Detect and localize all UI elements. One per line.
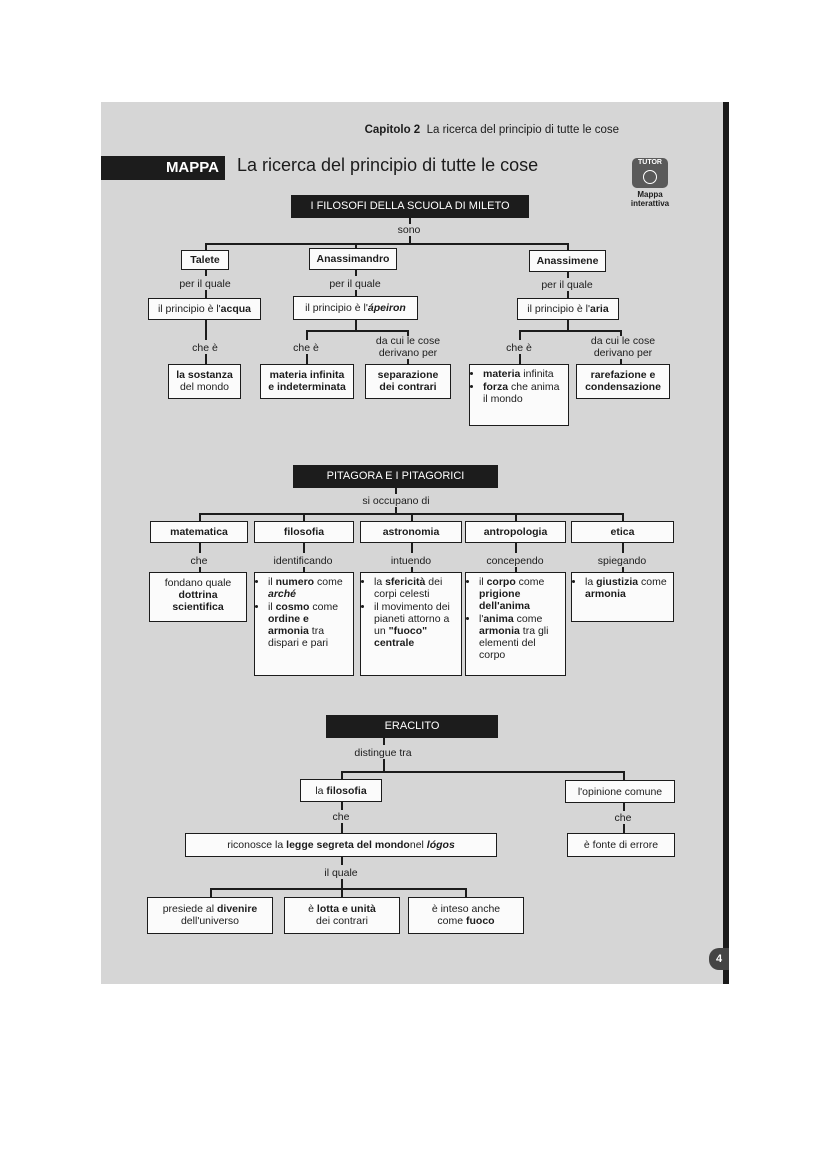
anassimandro-principle-text: il principio è l' bbox=[305, 302, 368, 314]
etica-link: spiegando bbox=[597, 555, 647, 567]
connector bbox=[519, 330, 521, 340]
anassimene-result-a-item: • forza che anima il mondo bbox=[483, 381, 564, 405]
anassimandro-principle-box bbox=[293, 296, 418, 320]
map-title: La ricerca del principio di tutte le cose bbox=[237, 155, 539, 175]
astronomia-result-item: • la sfericità dei corpi celesti bbox=[374, 576, 457, 600]
connector bbox=[411, 543, 413, 553]
astronomia-result-box bbox=[360, 572, 462, 676]
eraclito-filosofia-box bbox=[300, 779, 382, 802]
etica-result-box bbox=[571, 572, 674, 622]
connector bbox=[306, 330, 408, 332]
talete-result-bold: la sostanza bbox=[176, 369, 233, 381]
anassimene-link1: per il quale bbox=[541, 279, 593, 291]
book-page bbox=[101, 102, 729, 984]
talete-box: Talete bbox=[181, 250, 229, 270]
anassimandro-result-b-l1: separazione bbox=[377, 369, 439, 381]
talete-principle-text: il principio è l' bbox=[157, 303, 221, 315]
riconosce-bold: legge segreta del mondo bbox=[286, 839, 410, 851]
page-edge-bar bbox=[723, 102, 729, 984]
riconosce-pre: riconosce la bbox=[227, 839, 284, 851]
running-header bbox=[365, 124, 619, 136]
page-number: 4 bbox=[709, 948, 729, 970]
eraclito-result-1: presiede al divenire dell'universo bbox=[147, 897, 273, 934]
chapter-title: La ricerca del principio di tutte le cose bbox=[426, 124, 619, 136]
etica-result-item: • la giustizia come armonia bbox=[585, 576, 669, 600]
astronomia-link: intuendo bbox=[390, 555, 432, 567]
anassimandro-principle-word: ápeiron bbox=[367, 302, 406, 314]
cd-icon bbox=[643, 170, 657, 184]
eraclito-result-3: è inteso anche come fuoco bbox=[408, 897, 524, 934]
anassimandro-box: Anassimandro bbox=[309, 248, 397, 270]
matematica-link: che bbox=[190, 555, 208, 567]
anassimandro-link2b-l2: derivano per bbox=[378, 347, 438, 359]
connector bbox=[205, 243, 568, 245]
eraclito-filosofia-pre: la bbox=[315, 784, 324, 797]
anassimene-link2b-l1: da cui le cose bbox=[590, 335, 656, 347]
mileto-link: sono bbox=[397, 224, 421, 236]
talete-result-rest: del mondo bbox=[179, 381, 230, 393]
eraclito-che2: che bbox=[614, 812, 632, 824]
connector bbox=[519, 330, 621, 332]
mileto-title: I FILOSOFI DELLA SCUOLA DI MILETO bbox=[291, 195, 529, 218]
connector bbox=[306, 330, 308, 340]
anassimene-principle-box bbox=[517, 298, 619, 320]
anassimene-box: Anassimene bbox=[529, 250, 606, 272]
antropologia-result-item: • il corpo come prigione dell'anima bbox=[479, 576, 561, 612]
anassimandro-link2a: che è bbox=[293, 342, 319, 354]
connector bbox=[567, 320, 569, 330]
matematica-result-l1: fondano quale bbox=[164, 577, 232, 589]
antropologia-link: concependo bbox=[486, 555, 544, 567]
connector bbox=[210, 888, 466, 890]
talete-principle-word: acqua bbox=[220, 303, 252, 315]
anassimandro-link1: per il quale bbox=[329, 278, 381, 290]
filosofia-box: filosofia bbox=[254, 521, 354, 543]
eraclito-filosofia-bold: filosofia bbox=[326, 784, 367, 797]
anassimandro-result-b-box bbox=[365, 364, 451, 399]
anassimandro-result-a-l2: e indeterminata bbox=[268, 381, 346, 393]
tutor-badge: TUTOR bbox=[638, 159, 662, 166]
eraclito-result-2: è lotta e unità dei contrari bbox=[284, 897, 400, 934]
opinione-box: l'opinione comune bbox=[565, 780, 675, 803]
etica-box: etica bbox=[571, 521, 674, 543]
filosofia-link: identificando bbox=[273, 555, 333, 567]
connector bbox=[622, 543, 624, 553]
eraclito-title: ERACLITO bbox=[326, 715, 498, 738]
riconosce-box bbox=[185, 833, 497, 857]
pitagora-title: PITAGORA E I PITAGORICI bbox=[293, 465, 498, 488]
matematica-result-box bbox=[149, 572, 247, 622]
anassimandro-result-a-l1: materia infinita bbox=[269, 369, 345, 381]
talete-link1: per il quale bbox=[179, 278, 231, 290]
antropologia-result-box bbox=[465, 572, 566, 676]
filosofia-result-item: • il cosmo come ordine e armonia tra dispari e pari bbox=[268, 601, 349, 649]
astronomia-box: astronomia bbox=[360, 521, 462, 543]
connector bbox=[409, 236, 411, 243]
connector bbox=[383, 738, 385, 745]
filosofia-result-item: • il numero come arché bbox=[268, 576, 349, 600]
anassimene-result-a-item: • materia infinita bbox=[483, 368, 564, 380]
pitagora-link: si occupano di bbox=[362, 495, 430, 507]
antropologia-box: antropologia bbox=[465, 521, 566, 543]
anassimene-link2b-l2: derivano per bbox=[593, 347, 653, 359]
connector bbox=[515, 543, 517, 553]
connector bbox=[355, 320, 357, 330]
matematica-result-l2: dottrina bbox=[178, 589, 218, 601]
talete-principle-box bbox=[148, 298, 261, 320]
anassimene-result-b-l1: rarefazione e bbox=[590, 369, 656, 381]
connector bbox=[383, 759, 385, 771]
anassimene-principle-word: aria bbox=[590, 303, 609, 315]
connector bbox=[341, 879, 343, 888]
chapter-label: Capitolo 2 bbox=[364, 124, 421, 136]
riconosce-mid: nel bbox=[409, 839, 424, 851]
connector bbox=[355, 270, 357, 276]
talete-result-box bbox=[168, 364, 241, 399]
antropologia-result-item: • l'anima come armonia tra gli elementi del corpo bbox=[479, 613, 561, 661]
connector bbox=[341, 771, 624, 773]
connector bbox=[341, 802, 343, 810]
filosofia-result-box bbox=[254, 572, 354, 676]
errore-box: è fonte di errore bbox=[567, 833, 675, 857]
anassimene-result-b-box bbox=[576, 364, 670, 399]
anassimandro-result-a-box bbox=[260, 364, 354, 399]
anassimene-result-a-box bbox=[469, 364, 569, 426]
connector bbox=[303, 543, 305, 553]
riconosce-logos: lógos bbox=[426, 839, 455, 851]
eraclito-quale: il quale bbox=[324, 867, 358, 879]
astronomia-result-item: • il movimento dei pianeti attorno a un "fuoco" centrale bbox=[374, 601, 457, 649]
tutor-label: Mappa interattiva bbox=[630, 190, 670, 208]
connector bbox=[623, 803, 625, 811]
anassimene-principle-text: il principio è l' bbox=[527, 303, 590, 315]
connector bbox=[205, 270, 207, 276]
anassimandro-link2b-l1: da cui le cose bbox=[375, 335, 441, 347]
connector bbox=[567, 272, 569, 278]
tutor-button[interactable] bbox=[632, 158, 668, 188]
anassimene-result-b-l2: condensazione bbox=[585, 381, 661, 393]
matematica-box: matematica bbox=[150, 521, 248, 543]
connector bbox=[395, 488, 397, 494]
map-label: MAPPA bbox=[101, 156, 225, 180]
anassimandro-result-b-l2: dei contrari bbox=[379, 381, 437, 393]
anassimene-link2a: che è bbox=[506, 342, 532, 354]
eraclito-che1: che bbox=[332, 811, 350, 823]
connector bbox=[205, 320, 207, 340]
matematica-result-l3: scientifica bbox=[172, 601, 224, 613]
connector bbox=[199, 543, 201, 553]
connector bbox=[341, 857, 343, 865]
talete-link2: che è bbox=[192, 342, 218, 354]
eraclito-link: distingue tra bbox=[354, 747, 412, 759]
